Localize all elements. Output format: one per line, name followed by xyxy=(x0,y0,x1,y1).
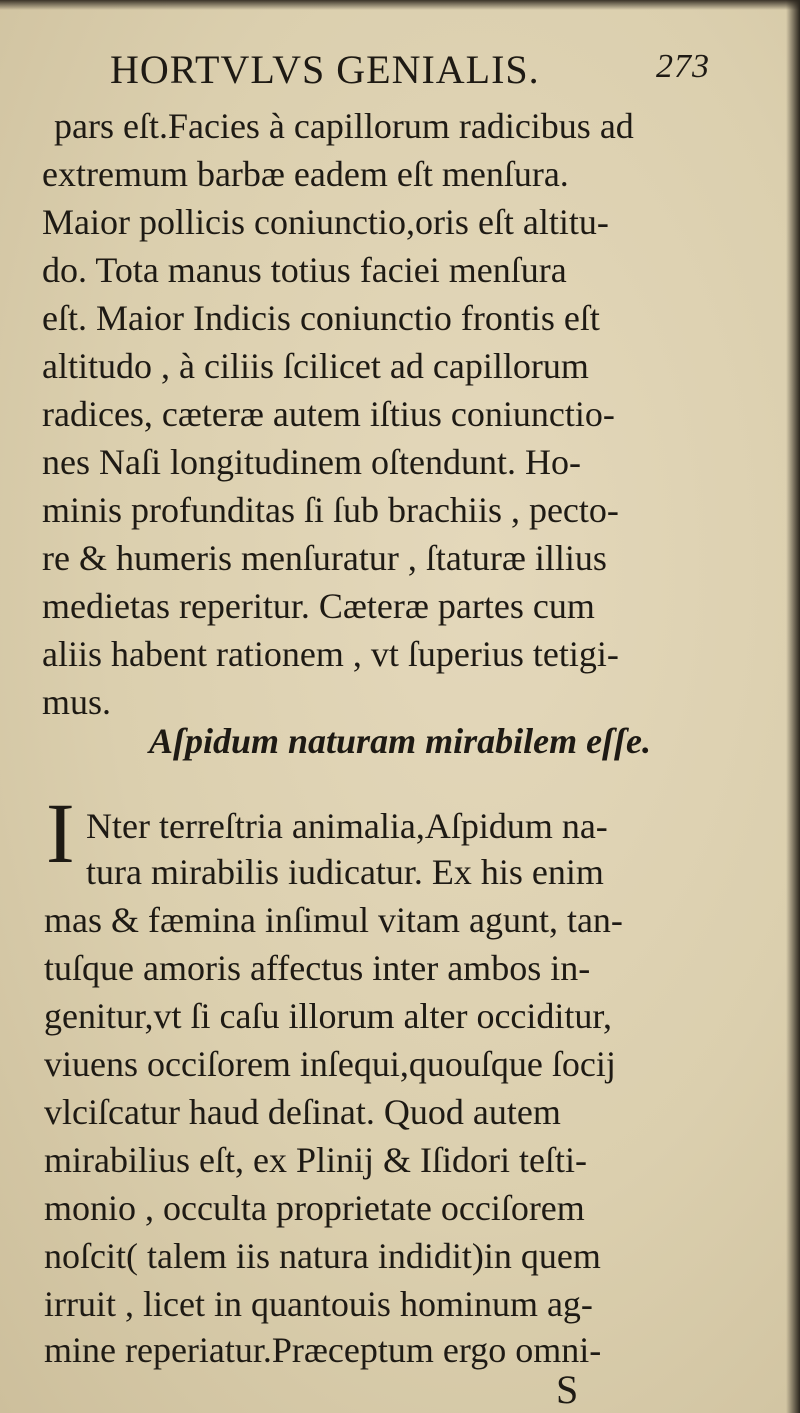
text-line: Maior pollicis coniunctio,oris eſt altitu- xyxy=(42,202,609,242)
text-line: irruit , licet in quantouis hominum ag- xyxy=(44,1284,593,1324)
text-line: aliis habent rationem , vt ſuperius tetigi- xyxy=(42,634,619,674)
text-line: mine reperiatur.Præceptum ergo omni- xyxy=(44,1330,602,1370)
text-line: mas & fæmina inſimul vitam agunt, tan- xyxy=(44,900,623,940)
text-line: medietas reperitur. Cæteræ partes cum xyxy=(42,586,595,626)
text-line: noſcit( talem iis natura indidit)in quem xyxy=(44,1236,601,1276)
text-line: eſt. Maior Indicis coniunctio frontis eſt xyxy=(42,298,600,338)
text-line: re & humeris menſuratur , ſtaturæ illius xyxy=(42,538,607,578)
text-line: do. Tota manus totius faciei menſura xyxy=(42,250,567,290)
section-heading: Aſpidum naturam mirabilem eſſe. xyxy=(148,721,651,761)
text-line: vlciſcatur haud deſinat. Quod autem xyxy=(44,1092,561,1132)
text-line: genitur,vt ſi caſu illorum alter occiditur, xyxy=(44,996,612,1036)
signature-mark: S xyxy=(556,1367,579,1412)
text-line: tura mirabilis iudicatur. Ex his enim xyxy=(86,852,604,892)
text-line: minis profunditas ſi ſub brachiis , pecto- xyxy=(42,490,619,530)
drop-cap: I xyxy=(46,785,75,881)
text-line: pars eſt.Facies à capillorum radicibus ad xyxy=(54,106,634,146)
text-line: nes Naſi longitudinem oſtendunt. Ho- xyxy=(42,442,581,482)
text-line: mus. xyxy=(42,682,112,722)
running-title: HORTVLVS GENIALIS. xyxy=(110,47,540,92)
page-header xyxy=(110,46,710,96)
text-line: viuens occiſorem inſequi,quouſque ſocij xyxy=(44,1044,616,1084)
text-line: tuſque amoris affectus inter ambos in- xyxy=(44,948,591,988)
page-number: 273 xyxy=(656,48,710,85)
text-line: extremum barbæ eadem eſt menſura. xyxy=(42,154,569,194)
text-line: radices, cæteræ autem iſtius coniunctio- xyxy=(42,394,615,434)
text-line: altitudo , à ciliis ſcilicet ad capillorum xyxy=(42,346,589,386)
text-line: Nter terreſtria animalia,Aſpidum na- xyxy=(86,806,608,846)
text-line: monio , occulta proprietate occiſorem xyxy=(44,1188,585,1228)
text-line: mirabilius eſt, ex Plinij & Iſidori teſti- xyxy=(44,1140,587,1180)
